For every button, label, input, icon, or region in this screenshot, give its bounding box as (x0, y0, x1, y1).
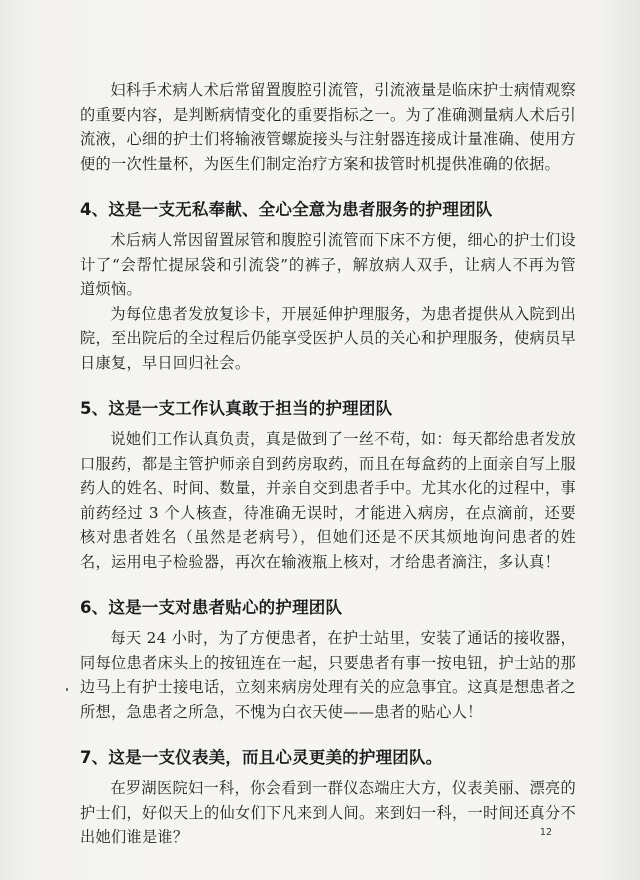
intro-paragraph: 妇科手术病人术后常留置腹腔引流管，引流液量是临床护士病情观察的重要内容，是判断病情变化的重要指标之一。为了准确测量病人术后引流液，心细的护士们将输液管螺旋接头与注射器连接成计量准确、使用方便的一次性量杯，为医生们制定治疗方案和拔管时机提供准确的依据。 (80, 81, 576, 173)
section-5-paragraph-1: 说她们工作认真负责，真是做到了一丝不苟，如：每天都给患者发放口服药，都是主管护师亲自到药房取药，而且在每盒药的上面亲自写上服药人的姓名、时间、数量，并亲自交到患者手中。尤其水化的过程中，事前药经过 3 个人核查，待准确无误时，才能进入病房，在点滴前，还要核对患者姓名（虽然是老病号），但她们还是不厌其烦地询问患者的姓名，运用电子检验器，再次在输液瓶上核对，才给患者滴注，多认真！ (80, 430, 576, 571)
section-4-paragraph-1: 术后病人常因留置尿管和腹腔引流管而下床不方便，细心的护士们设计了“会帮忙提尿袋和引流袋”的裤子，解放病人双手，让病人不再为管道烦恼。 (80, 231, 576, 298)
section-4-paragraph-2: 为每位患者发放复诊卡，开展延伸护理服务，为患者提供从入院到出院，至出院后的全过程后仍能享受医护人员的关心和护理服务，使病员早日康复，早日回归社会。 (80, 304, 576, 372)
section-6-paragraph-1: 每天 24 小时，为了方便患者，在护士站里，安装了通话的接收器，同每位患者床头上的按钮连在一起，只要患者有事一按电钮，护士站的那边马上有护士接电话，立刻来病房处理有关的应急事宜。这真是想患者之所想，急患者之所急，不愧为白衣天使——患者的贴心人！ (80, 629, 576, 721)
section-7-paragraph-1: 在罗湖医院妇一科，你会看到一群仪态端庄大方，仪表美丽、漂亮的护士们，好似天上的仙女们下凡来到人间。来到妇一科，一时间还真分不出她们谁是谁？ (80, 779, 576, 846)
section-7-heading: 7、这是一支仪表美，而且心灵更美的护理团队。 (80, 748, 443, 767)
section-5-heading: 5、这是一支工作认真敢于担当的护理团队 (80, 399, 393, 418)
scan-speck (66, 688, 68, 691)
section-4-heading: 4、这是一支无私奉献、全心全意为患者服务的护理团队 (80, 200, 493, 219)
section-6-heading: 6、这是一支对患者贴心的护理团队 (80, 598, 343, 617)
document-body (80, 78, 576, 850)
page-number: 12 (539, 827, 552, 838)
